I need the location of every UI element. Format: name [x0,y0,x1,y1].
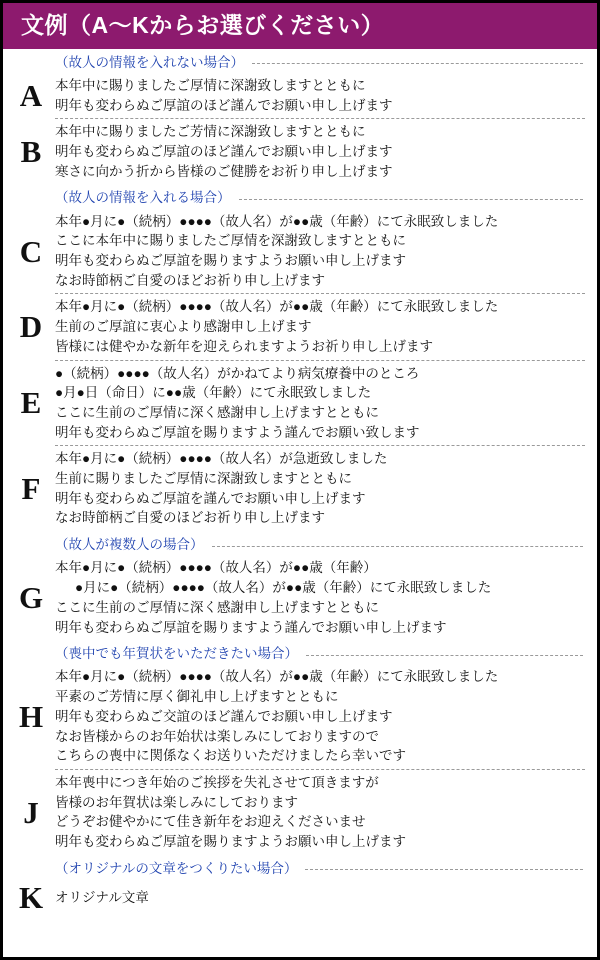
example-line: なお時節柄ご自愛のほどお祈り申し上げます [55,510,325,526]
example-line: 明年も変わらぬご厚誼を賜りますよう謹んでお願い申し上げます [55,619,447,635]
note-dash [305,869,583,870]
example-line: 平素のご芳情に厚く御礼申し上げますとともに [55,689,339,705]
example-entry-d[interactable] [9,294,587,359]
example-line: 本年中に賜りましたご芳情に深謝致しますとともに [55,124,366,140]
example-text-c [53,212,587,291]
note-original-label: （オリジナルの文章をつくりたい場合） [55,860,298,876]
example-line: 皆様のお年賀状は楽しみにしております [55,794,298,810]
example-letter-j: J [23,794,39,830]
example-entry-c[interactable] [9,209,587,294]
example-line: 明年も変わらぬご厚誼のほど謹んでお願い申し上げます [55,97,393,113]
example-letter-c: C [19,233,43,269]
example-text-k [53,888,587,908]
example-text-e [53,364,587,443]
note-with-info [9,184,587,208]
example-line: 本年●月に●（続柄）●●●●（故人名）が●●歳（年齢）にて永眠致しました [55,669,499,685]
example-line: なお皆様からのお年始状は楽しみにしておりますので [55,728,379,744]
note-no-info [9,49,587,73]
note-dash [212,546,584,547]
example-text-j [53,773,587,852]
example-entry-e[interactable] [9,361,587,446]
example-text-d [53,297,587,356]
example-line: 本年●月に●（続柄）●●●●（故人名）が急逝致しました [55,451,388,467]
example-line: ●月に●（続柄）●●●●（故人名）が●●歳（年齢）にて永眠致しました [75,580,492,596]
example-line: ここに生前のご厚情に深く感謝申し上げますとともに [55,599,379,615]
example-line: 明年も変わらぬご厚誼のほど謹んでお願い申し上げます [55,143,393,159]
example-line: 皆様には健やかな新年を迎えられますようお祈り申し上げます [55,338,433,354]
note-dash [239,199,584,200]
example-line: 明年も変わらぬご厚誼を謹んでお願い申し上げます [55,490,366,506]
example-letter-e: E [20,385,42,421]
example-letter-h: H [18,699,44,735]
example-letter-b: B [20,134,42,170]
example-letter-f: F [21,471,41,507]
example-entry-j[interactable] [9,770,587,855]
example-line: 本年中に賜りましたご厚情に深謝致しますとともに [55,77,366,93]
note-with-info-label: （故人の情報を入れる場合） [55,190,231,206]
note-nengajo [9,640,587,664]
example-entry-f[interactable] [9,446,587,531]
example-line: 本年●月に●（続柄）●●●●（故人名）が●●歳（年齢）にて永眠致しました [55,213,499,229]
example-letter-d: D [19,309,43,345]
note-no-info-label: （故人の情報を入れない場合） [55,54,244,70]
page-title: 文例（A〜Kからお選びください） [3,3,597,49]
example-line: 寒さに向かう折から皆様のご健勝をお祈り申し上げます [55,163,393,179]
example-entry-b[interactable] [9,119,587,184]
example-line: 明年も変わらぬご交誼のほど謹んでお願い申し上げます [55,708,393,724]
note-multiple [9,531,587,555]
examples-list [3,49,597,957]
example-line: ●月●日（命日）に●●歳（年齢）にて永眠致しました [55,385,372,401]
note-dash [306,655,583,656]
example-letter-a: A [19,78,43,114]
example-line: どうぞお健やかにて佳き新年をお迎えくださいませ [55,814,366,830]
example-letter-k: K [18,880,44,916]
example-text-b [53,122,587,181]
note-nengajo-label: （喪中でも年賀状をいただきたい場合） [55,646,298,662]
example-line: こちらの喪中に関係なくお送りいただけましたら幸いです [55,748,406,764]
example-line: 明年も変わらぬご厚誼を賜りますようお願い申し上げます [55,834,406,850]
example-letter-g: G [18,580,44,616]
example-text-h [53,667,587,766]
example-line: 本年喪中につき年始のご挨拶を失礼させて頂きますが [55,774,379,790]
note-dash [252,63,583,64]
example-entry-a[interactable] [9,73,587,118]
example-entry-h[interactable] [9,664,587,769]
example-line: 生前のご厚誼に衷心より感謝申し上げます [55,319,312,335]
example-line: なお時節柄ご自愛のほどお祈り申し上げます [55,272,325,288]
note-original [9,855,587,879]
example-text-g [53,558,587,637]
example-entry-g[interactable] [9,555,587,640]
example-line: 本年●月に●（続柄）●●●●（故人名）が●●歳（年齢） [55,560,377,576]
example-line: オリジナル文章 [55,889,149,905]
example-text-a [53,76,587,115]
example-line: 本年●月に●（続柄）●●●●（故人名）が●●歳（年齢）にて永眠致しました [55,299,499,315]
note-multiple-label: （故人が複数人の場合） [55,537,204,553]
example-line: 生前に賜りましたご厚情に深謝致しますとともに [55,471,352,487]
example-line: 明年も変わらぬご厚誼を賜りますよう謹んでお願い致します [55,424,420,440]
example-entry-k[interactable] [9,879,587,916]
example-line: ●（続柄）●●●●（故人名）がかねてより病気療養中のところ [55,365,420,381]
example-text-f [53,449,587,528]
example-line: ここに生前のご厚情に深く感謝申し上げますとともに [55,404,379,420]
example-line: ここに本年中に賜りましたご厚情を深謝致しますとともに [55,233,406,249]
example-line: 明年も変わらぬご厚誼を賜りますようお願い申し上げます [55,253,406,269]
